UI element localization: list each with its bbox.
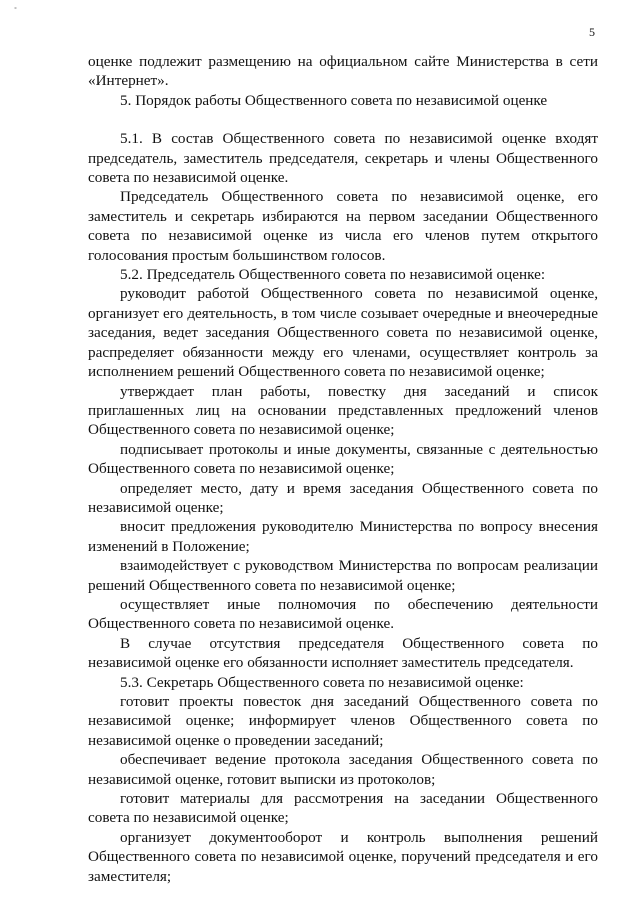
paragraph: готовит проекты повесток дня заседаний Общественного совета по независимой оценке; информирует членов Общественного совета по независимой оценке о проведении заседаний;: [88, 693, 598, 749]
paragraph-5-3: 5.3. Секретарь Общественного совета по независимой оценке:: [120, 673, 524, 691]
section-heading: 5. Порядок работы Общественного совета по независимой оценке: [120, 91, 548, 109]
paragraph: Председатель Общественного совета по независимой оценке, его заместитель и секретарь избираются на первом заседании Общественного совета по независимой оценке из числа его членов путем открытого голосования простым большинством голосов.: [88, 188, 598, 264]
paragraph: осуществляет иные полномочия по обеспечению деятельности Общественного совета по независимой оценке.: [88, 595, 598, 633]
paragraph: вносит предложения руководителю Министерства по вопросу внесения изменений в Положение;: [88, 518, 598, 555]
paragraph: руководит работой Общественного совета по независимой оценке, организует его деятельность, в том числе созывает очередные и внеочередные заседания, ведет заседания Общественного совета по независимой оценке, распределяет обязанности между его членами, осуществляет контроль за исполнением решений Общественного совета по независимой оценке;: [88, 285, 598, 381]
paragraph: утверждает план работы, повестку дня заседаний и список приглашенных лиц на основании представленных предложений членов Общественного совета по независимой оценке;: [88, 382, 598, 439]
paragraph: В случае отсутствия председателя Общественного совета по независимой оценке его обязанности исполняет заместитель председателя.: [88, 634, 598, 672]
corner-mark: ˚: [14, 6, 17, 16]
paragraph-5-2: 5.2. Председатель Общественного совета по независимой оценке:: [120, 266, 546, 284]
page-number: 5: [589, 25, 595, 39]
paragraph: взаимодействует с руководством Министерства по вопросам реализации решений Общественного совета по независимой оценке;: [88, 557, 598, 594]
paragraph: определяет место, дату и время заседания Общественного совета по независимой оценке;: [88, 479, 598, 516]
paragraph: готовит материалы для рассмотрения на заседании Общественного совета по независимой оценке;: [88, 790, 598, 827]
paragraph-5-1: 5.1. В состав Общественного совета по независимой оценке входят председатель, заместитель председателя, секретарь и члены Общественного совета по независимой оценке.: [88, 130, 598, 187]
paragraph: обеспечивает ведение протокола заседания Общественного совета по независимой оценке, готовит выписки из протоколов;: [88, 751, 598, 788]
paragraph: подписывает протоколы и иные документы, связанные с деятельностью Общественного совета по независимой оценке;: [88, 440, 598, 478]
document-body: [88, 52, 598, 886]
paragraph-continuation: оценке подлежит размещению на официальном сайте Министерства в сети «Интернет».: [88, 53, 598, 90]
paragraph: организует документооборот и контроль выполнения решений Общественного совета по независимой оценке, поручений председателя и его заместителя;: [88, 828, 598, 885]
